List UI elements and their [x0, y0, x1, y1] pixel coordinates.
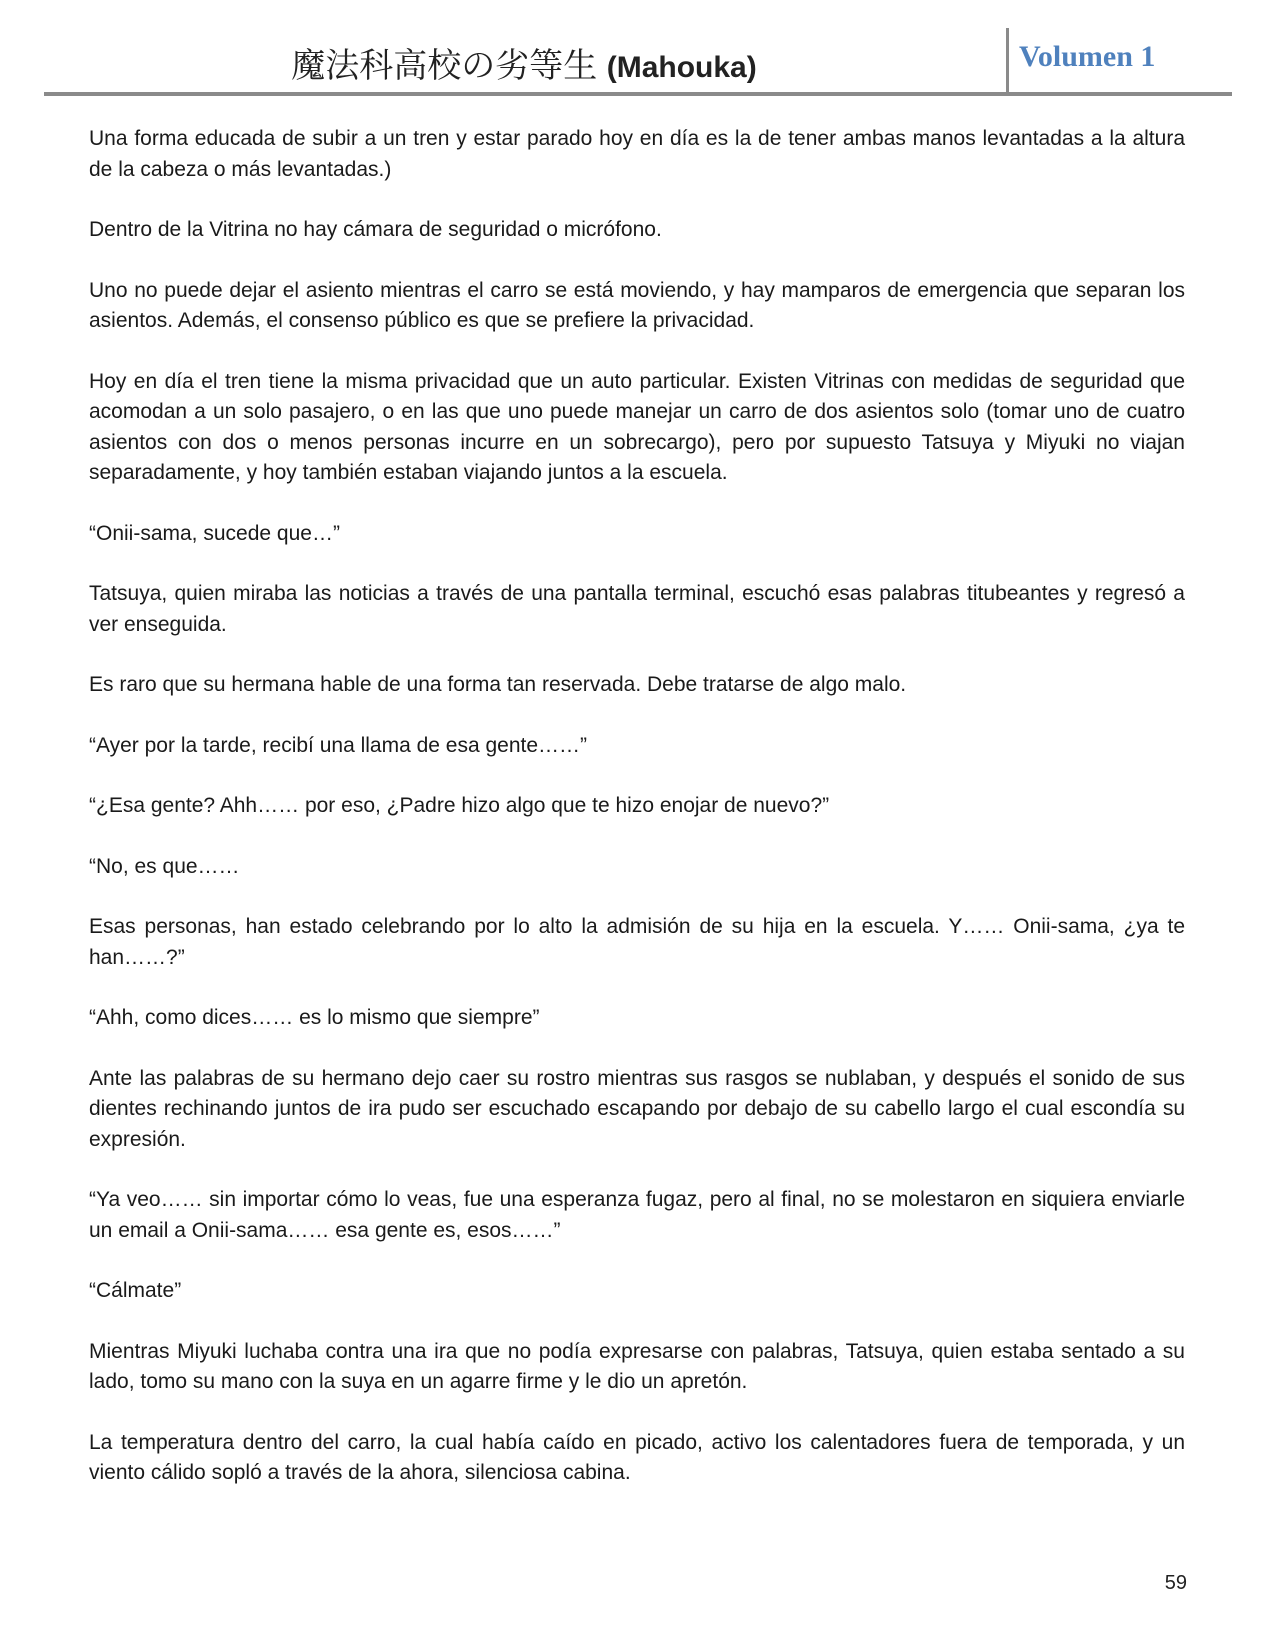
paragraph: “Cálmate” [89, 1279, 182, 1302]
volume-label: Volumen 1 [1019, 40, 1156, 73]
paragraph: “Ayer por la tarde, recibí una llama de esa gente……” [89, 733, 588, 757]
paragraph: Mientras Miyuki luchaba contra una ira que no podía expresarse con palabras, Tatsuya, quien estaba sentado a su lado, tomo su mano con la suya en un agarre firme y le dio un apretón. [89, 1339, 1185, 1393]
paragraph: Hoy en día el tren tiene la misma privacidad que un auto particular. Existen Vitrinas con medidas de seguridad que acomodan a un solo pasajero, o en las que uno puede manejar un carro de dos asientos solo (tomar uno de cuatro asientos con dos o menos personas incurre en un sobrecargo), pero por supuesto Tatsuya y Miyuki no viajan separadamente, y hoy también estaban viajando juntos a la escuela. [89, 369, 1185, 484]
page-header [44, 28, 1232, 94]
paragraph: Esas personas, han estado celebrando por lo alto la admisión de su hija en la escuela. Y…… Onii-sama, ¿ya te han……?” [89, 915, 1185, 969]
book-title-japanese: 魔法科高校の劣等生 [291, 47, 598, 85]
paragraph: La temperatura dentro del carro, la cual había caído en picado, activo los calentadores fuera de temporada, y un viento cálido sopló a través de la ahora, silenciosa cabina. [89, 1430, 1185, 1484]
paragraph: “Ya veo…… sin importar cómo lo veas, fue una esperanza fugaz, pero al final, no se molestaron en siquiera enviarle un email a Onii-sama…… esa gente es, esos……” [89, 1188, 1185, 1242]
paragraph: Ante las palabras de su hermano dejo caer su rostro mientras sus rasgos se nublaban, y después el sonido de sus dientes rechinando juntos de ira pudo ser escuchado escapando por debajo de su cabello largo el cual escondía su expresión. [89, 1066, 1185, 1151]
book-title [44, 38, 1004, 87]
paragraph: Uno no puede dejar el asiento mientras el carro se está moviendo, y hay mamparos de emergencia que separan los asientos. Además, el consenso público es que se prefiere la privacidad. [89, 278, 1185, 332]
paragraph: “Onii-sama, sucede que…” [89, 521, 340, 545]
header-divider [1006, 28, 1009, 92]
paragraph: “Ahh, como dices…… es lo mismo que siempre” [89, 1006, 540, 1029]
paragraph: Es raro que su hermana hable de una forma tan reservada. Debe tratarse de algo malo. [89, 673, 907, 696]
page-body [89, 124, 1185, 1519]
page-number: 59 [1164, 1572, 1187, 1594]
paragraph: “No, es que…… [89, 854, 240, 878]
paragraph: Tatsuya, quien miraba las noticias a través de una pantalla terminal, escuchó esas palabras titubeantes y regresó a ver enseguida. [89, 582, 1185, 636]
paragraph: Dentro de la Vitrina no hay cámara de seguridad o micrófono. [89, 218, 662, 241]
header-rule [44, 92, 1232, 96]
paragraph: “¿Esa gente? Ahh…… por eso, ¿Padre hizo algo que te hizo enojar de nuevo?” [89, 794, 830, 817]
paragraph: Una forma educada de subir a un tren y estar parado hoy en día es la de tener ambas manos levantadas a la altura de la cabeza o más levantadas.) [89, 127, 1185, 181]
book-title-latin: (Mahouka) [606, 51, 757, 84]
